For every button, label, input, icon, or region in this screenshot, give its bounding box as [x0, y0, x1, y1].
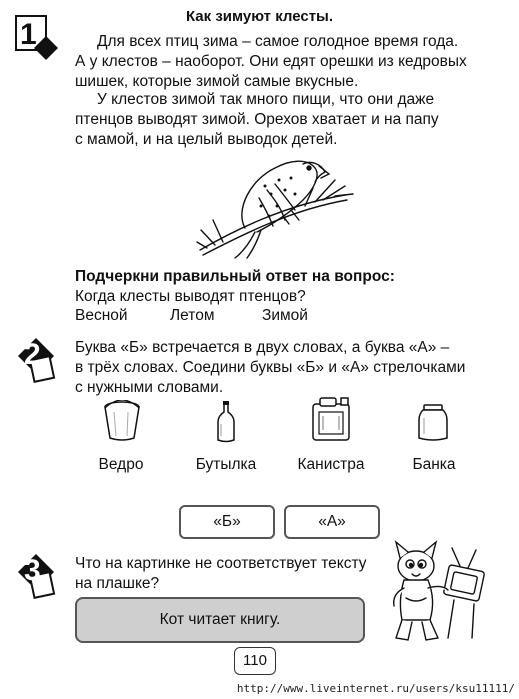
- bottle-icon: [216, 400, 236, 444]
- letter-box-b[interactable]: «Б»: [179, 505, 275, 539]
- text-line: Что на картинке не соответствует тексту: [75, 555, 367, 572]
- cat-with-tv-illustration: [382, 538, 492, 648]
- text-line: с мамой, и на целый выводок детей.: [75, 131, 338, 148]
- question-text: Когда клесты выводят птенцов?: [75, 288, 306, 305]
- word-jar[interactable]: Банка: [412, 456, 456, 473]
- task1-paragraph-1: [75, 32, 485, 92]
- page-number: 110: [234, 647, 276, 675]
- word-bottle[interactable]: Бутылка: [195, 456, 257, 473]
- task-number: 3: [24, 554, 41, 587]
- word-bucket[interactable]: Ведро: [98, 456, 144, 473]
- task3-text: [75, 554, 367, 594]
- question-instruction: Подчеркни правильный ответ на вопрос:: [75, 268, 395, 285]
- canister-icon: [310, 396, 354, 442]
- task-number-badge-3: [14, 552, 62, 600]
- word-canister[interactable]: Канистра: [297, 456, 365, 473]
- task1-title: Как зимуют клесты.: [185, 8, 334, 25]
- text-line: Для всех птиц зима – самое голодное время года.: [97, 33, 459, 50]
- task-number: 2: [24, 338, 41, 371]
- text-line: с нужными словами.: [75, 379, 224, 396]
- task2-text: [75, 338, 485, 398]
- crossbill-bird-illustration: [195, 150, 355, 262]
- watermark-url: http://www.liveinternet.ru/users/ksu11111/: [236, 682, 515, 695]
- text-line: на плашке?: [75, 575, 160, 592]
- text-line: А у клестов – наоборот. Они едят орешки из кедровых: [75, 53, 467, 70]
- text-line: У клестов зимой так много пищи, что они даже: [97, 91, 435, 108]
- text-line: шишек, которые зимой самые вкусные.: [75, 73, 359, 90]
- bucket-icon: [102, 400, 142, 442]
- jar-icon: [418, 404, 448, 442]
- task-number-badge-2: [14, 336, 62, 384]
- text-line: птенцов выводят зимой. Орехов хватает и на папу: [75, 111, 439, 128]
- text-plate: Кот читает книгу.: [75, 597, 365, 643]
- text-line: Буква «Б» встречается в двух словах, а буква «А» –: [75, 339, 450, 356]
- task-number: 1: [20, 18, 37, 51]
- answer-option-summer[interactable]: Летом: [170, 307, 215, 324]
- text-line: в трёх словах. Соедини буквы «Б» и «А» стрелочками: [75, 359, 466, 376]
- answer-option-winter[interactable]: Зимой: [262, 307, 308, 324]
- task1-paragraph-2: [75, 90, 485, 150]
- answer-option-spring[interactable]: Весной: [75, 307, 128, 324]
- letter-box-a[interactable]: «А»: [284, 505, 380, 539]
